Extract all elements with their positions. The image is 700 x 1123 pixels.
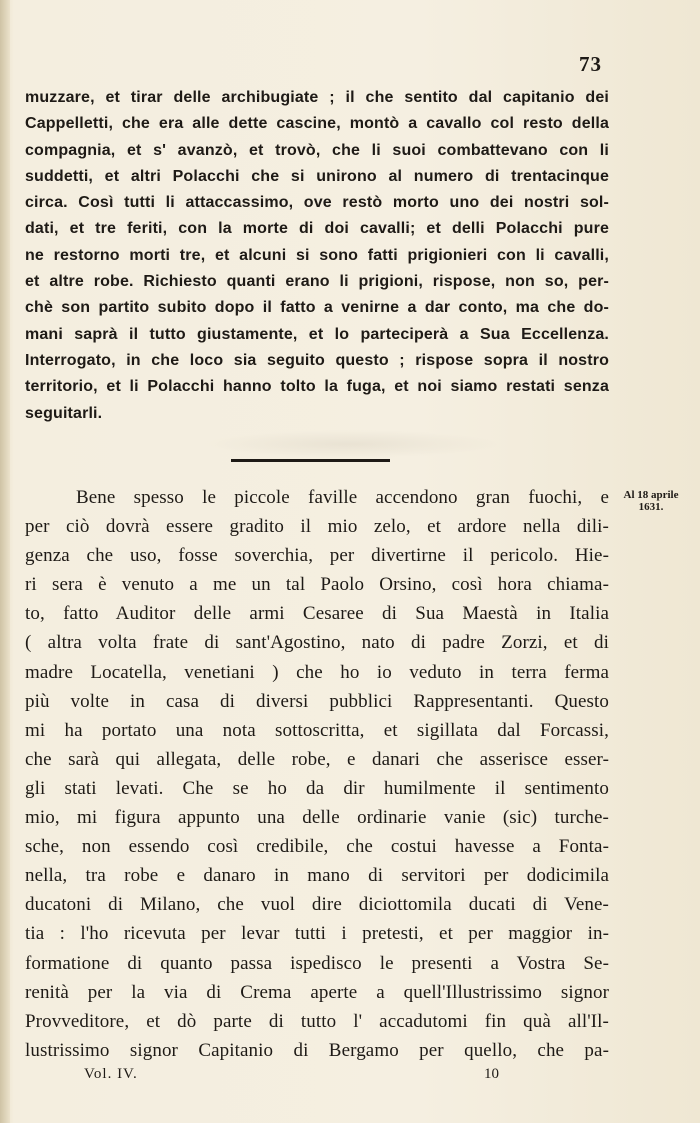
section-divider xyxy=(231,459,390,462)
letter-text-line: muzzare, et tirar delle archibugiate ; il che sentito dal capitanio dei xyxy=(25,89,609,106)
dispatch-text-line: lustrissimo signor Capitanio di Bergamo per quello, che pa- xyxy=(25,1039,609,1061)
page-number: 73 xyxy=(579,52,602,76)
dispatch-text-line: nella, tra robe e danaro in mano di servitori per dodicimila xyxy=(25,865,609,887)
paper-stain xyxy=(200,430,500,458)
letter-text-line: Cappelletti, che era alle dette cascine, montò a cavallo col resto della xyxy=(25,115,609,133)
letter-quotation-text xyxy=(25,85,609,427)
dispatch-text-line: tia : l'ho ricevuta per levar tutti i pretesti, et per maggior in- xyxy=(25,923,609,945)
dispatch-text-line: to, fatto Auditor delle armi Cesaree di Sua Maestà in Italia xyxy=(25,603,609,625)
letter-text-line: circa. Così tutti li attaccassimo, ove restò morto uno dei nostri sol- xyxy=(25,194,609,212)
dispatch-text-line: che sarà qui allegata, delle robe, e danari che asserisce esser- xyxy=(25,748,609,770)
dispatch-text-line: più volte in casa di diversi pubblici Rappresentanti. Questo xyxy=(25,690,609,712)
letter-text-line: chè son partito subito dopo il fatto a venirne a dar conto, ma che do- xyxy=(25,299,609,317)
margin-date-note: Al 18 aprile 1631. xyxy=(623,489,679,513)
dispatch-text-line: ducatoni di Milano, che vuol dire diciottomila ducati di Vene- xyxy=(25,894,609,916)
dispatch-text-line: mio, mi figura appunto una delle ordinarie vanie (sic) turche- xyxy=(25,807,609,829)
letter-text-line: Interrogato, in che loco sia seguito questo ; rispose sopra il nostro xyxy=(25,351,609,369)
dispatch-text-line: sche, non essendo così credibile, che costui havesse a Fonta- xyxy=(25,836,609,858)
dispatch-text-line: genza che uso, fosse soverchia, per divertirne il pericolo. Hie- xyxy=(25,545,609,567)
footer-signature-mark: 10 xyxy=(484,1066,499,1082)
letter-text-line: mani saprà il tutto giustamente, et lo parteciperà a Sua Eccellenza. xyxy=(25,325,609,343)
letter-text-line: dati, et tre feriti, con la morte di doi cavalli; et delli Polacchi pure xyxy=(25,220,609,238)
dispatch-text-line: ( altra volta frate di sant'Agostino, nato di padre Zorzi, et di xyxy=(25,632,609,654)
dispatch-text-line: mi ha portato una nota sottoscritta, et sigillata dal Forcassi, xyxy=(25,719,609,741)
dispatch-text-line: Provveditore, et dò parte di tutto l' accadutomi fin quà all'Il- xyxy=(25,1010,609,1032)
dispatch-text-line: gli stati levati. Che se ho da dir humilmente il sentimento xyxy=(25,777,609,799)
letter-text-line: et altre robe. Richiesto quanti erano li prigioni, rispose, non so, per- xyxy=(25,273,609,291)
dispatch-body-text xyxy=(25,483,609,1065)
dispatch-text-line: formatione di quanto passa ispedisco le presenti a Vostra Se- xyxy=(25,952,609,974)
footer-volume-label: Vol. IV. xyxy=(84,1066,138,1082)
dispatch-text-line: madre Locatella, venetiani ) che ho io veduto in terra ferma xyxy=(25,661,609,683)
letter-text-line: compagnia, et s' avanzò, et trovò, che li suoi combattevano con li xyxy=(25,141,609,159)
dispatch-text-line: per ciò dovrà essere gradito il mio zelo, et ardore nella dili- xyxy=(25,516,609,538)
page-binding-shadow xyxy=(0,0,10,1123)
dispatch-text-line: renità per la via di Crema aperte a quell'Illustrissimo signor xyxy=(25,981,609,1003)
dispatch-text-line: Bene spesso le piccole faville accendono gran fuochi, e xyxy=(76,487,609,508)
letter-text-line: ne restorno morti tre, et alcuni si sono fatti prigionieri con li cavalli, xyxy=(25,246,609,264)
letter-text-line: territorio, et li Polacchi hanno tolto la fuga, et noi siamo restati senza xyxy=(25,378,609,396)
letter-text-line: suddetti, et altri Polacchi che si unirono al numero di trentacinque xyxy=(25,167,609,185)
dispatch-text-line: ri sera è venuto a me un tal Paolo Orsino, così hora chiama- xyxy=(25,574,609,596)
letter-text-line: seguitarli. xyxy=(25,404,103,422)
